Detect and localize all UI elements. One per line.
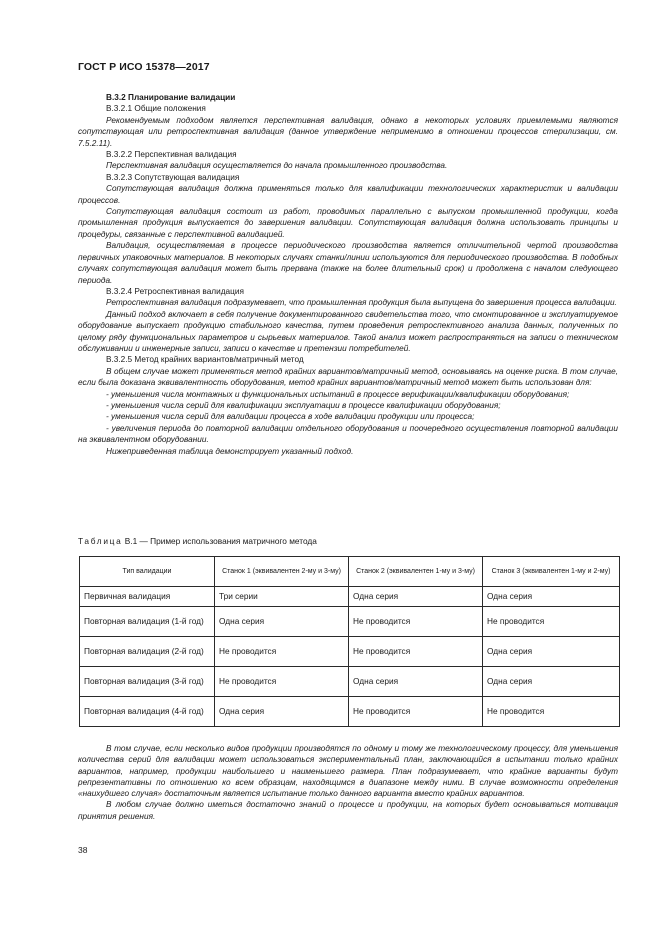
table-caption [78, 536, 317, 546]
paragraph: Рекомендуемым подходом является перспективная валидация, однако в некоторых условиях приемлемыми являются сопутствующая или ретроспективная валидация (данное утверждение неприменимо в отношении процессов стерилизации, см. 7.5.2.11). [78, 115, 618, 148]
table-cell: Одна серия [215, 697, 349, 727]
table-cell: Повторная валидация (2-й год) [80, 637, 215, 667]
paragraph: - уменьшения числа монтажных и функциональных испытаний в процессе верификации/квалификации оборудования; [106, 389, 570, 399]
table-header-row [80, 557, 620, 587]
table-row [80, 637, 620, 667]
paragraph: Ретроспективная валидация подразумевает, что промышленная продукция была выпущена до завершения процесса валидации. [106, 298, 617, 308]
paragraph: В любом случае должно иметься достаточно знаний о процессе и продукции, на которых будет основываться мотивация принятия решения. [78, 800, 618, 821]
table-cell: Повторная валидация (1-й год) [80, 607, 215, 637]
paragraph: В.3.2.5 Метод крайних вариантов/матричный метод [106, 355, 304, 365]
paragraph: В.3.2.2 Перспективная валидация [106, 150, 237, 160]
paragraph: Перспективная валидация осуществляется до начала промышленного производства. [106, 161, 448, 171]
table-cell: Не проводится [349, 607, 483, 637]
table-cell: Одна серия [349, 667, 483, 697]
paragraph: В.3.2.4 Ретроспективная валидация [106, 286, 244, 296]
paragraph: В.3.2.3 Сопутствующая валидация [106, 172, 240, 182]
table-caption-number: В.1 [124, 536, 138, 546]
paragraph: В.3.2 Планирование валидации [106, 93, 236, 102]
table-row [80, 587, 620, 607]
table-cell: Не проводится [349, 697, 483, 727]
header-machine-1: Станок 1 (эквивалентен 2-му и 3-му) [215, 557, 349, 587]
table-cell: Одна серия [483, 667, 620, 697]
table-cell: Одна серия [215, 607, 349, 637]
after-table-text [78, 743, 618, 822]
paragraph: В том случае, если несколько видов продукции производятся по одному и тому же технологическому процессу, для уменьшения количества серий для валидации может использоваться экспериментальный план, заключающийся в испытании только крайних вариантов, например, продукции наибольшего и наименьшего размера. План подразумевает, что крайние варианты будут репрезентативны по отношению ко всем образцам, находящимся в диапазоне между ними. В случае возможности определения «наихудшего случая» достаточным является испытание только данного варианта вместо крайних вариантов. [78, 744, 618, 799]
paragraph: В.3.2.1 Общие положения [106, 104, 206, 114]
table-cell: Одна серия [483, 587, 620, 607]
table-cell: Не проводится [483, 697, 620, 727]
header-machine-3: Станок 3 (эквивалентен 1-му и 2-му) [483, 557, 620, 587]
table-row [80, 607, 620, 637]
table-caption-prefix: Таблица [78, 536, 123, 546]
paragraph: - уменьшения числа серий для валидации процесса в ходе валидации продукции или процесса; [106, 412, 475, 422]
header-validation-type: Тип валидации [80, 557, 215, 587]
table-cell: Одна серия [483, 637, 620, 667]
document-header: ГОСТ Р ИСО 15378—2017 [78, 61, 210, 73]
paragraph: - увеличения периода до повторной валидации отдельного оборудования и поочередного осуществления повторной валидации на эквивалентном оборудовании. [78, 423, 618, 445]
paragraph: Нижеприведенная таблица демонстрирует указанный подход. [106, 446, 354, 456]
table-cell: Не проводится [215, 637, 349, 667]
matrix-table [79, 556, 620, 727]
table-cell: Три серии [215, 587, 349, 607]
table-row [80, 697, 620, 727]
table-cell: Не проводится [215, 667, 349, 697]
table-cell: Не проводится [349, 637, 483, 667]
table-cell: Не проводится [483, 607, 620, 637]
table-cell: Повторная валидация (3-й год) [80, 667, 215, 697]
table-caption-text: — Пример использования матричного метода [139, 536, 317, 546]
paragraph: Валидация, осуществляемая в процессе периодического производства является отличительной чертой производства первичных упаковочных материалов. В некоторых случаях станки/линии используются для периодического производства. В подобных случаях сопутствующая валидация может быть прервана (также на более длительный срок) и продолжена с началом следующего периода. [78, 241, 618, 285]
body-text [78, 92, 618, 457]
page-number: 38 [78, 845, 88, 855]
paragraph: - уменьшения числа серий для квалификации эксплуатации в процессе квалификации оборудования; [106, 400, 501, 410]
table-row [80, 667, 620, 697]
table-cell: Одна серия [349, 587, 483, 607]
paragraph: Сопутствующая валидация должна применяться только для квалификации технологических характеристик и валидации процессов. [78, 184, 618, 205]
table-cell: Повторная валидация (4-й год) [80, 697, 215, 727]
paragraph: Данный подход включает в себя получение документированного свидетельства того, что смонтированное и эксплуатируемое оборудование выпускает продукцию стабильного качества, путем проведения ретроспективного анализа данных, полученных по целому ряду функциональных параметров и сырьевых материалов. Такой анализ может распространяться на записи о техническом обслуживании и инженерные записи, записи о качестве и претензии потребителей. [78, 309, 618, 353]
paragraph: В общем случае может применяться метод крайних вариантов/матричный метод, основываясь на оценке риска. В том случае, если была доказана эквивалентность оборудования, метод крайних вариантов/матричный метод может быть использован для: [78, 366, 618, 388]
table-cell: Первичная валидация [80, 587, 215, 607]
paragraph: Сопутствующая валидация состоит из работ, проводимых параллельно с выпуском промышленной продукции, когда промышленная продукция выпускается до завершения валидации. Сопутствующая валидация должна использовать принципы и процедуры, связанные с перспективной валидацией. [78, 207, 618, 239]
header-machine-2: Станок 2 (эквивалентен 1-му и 3-му) [349, 557, 483, 587]
